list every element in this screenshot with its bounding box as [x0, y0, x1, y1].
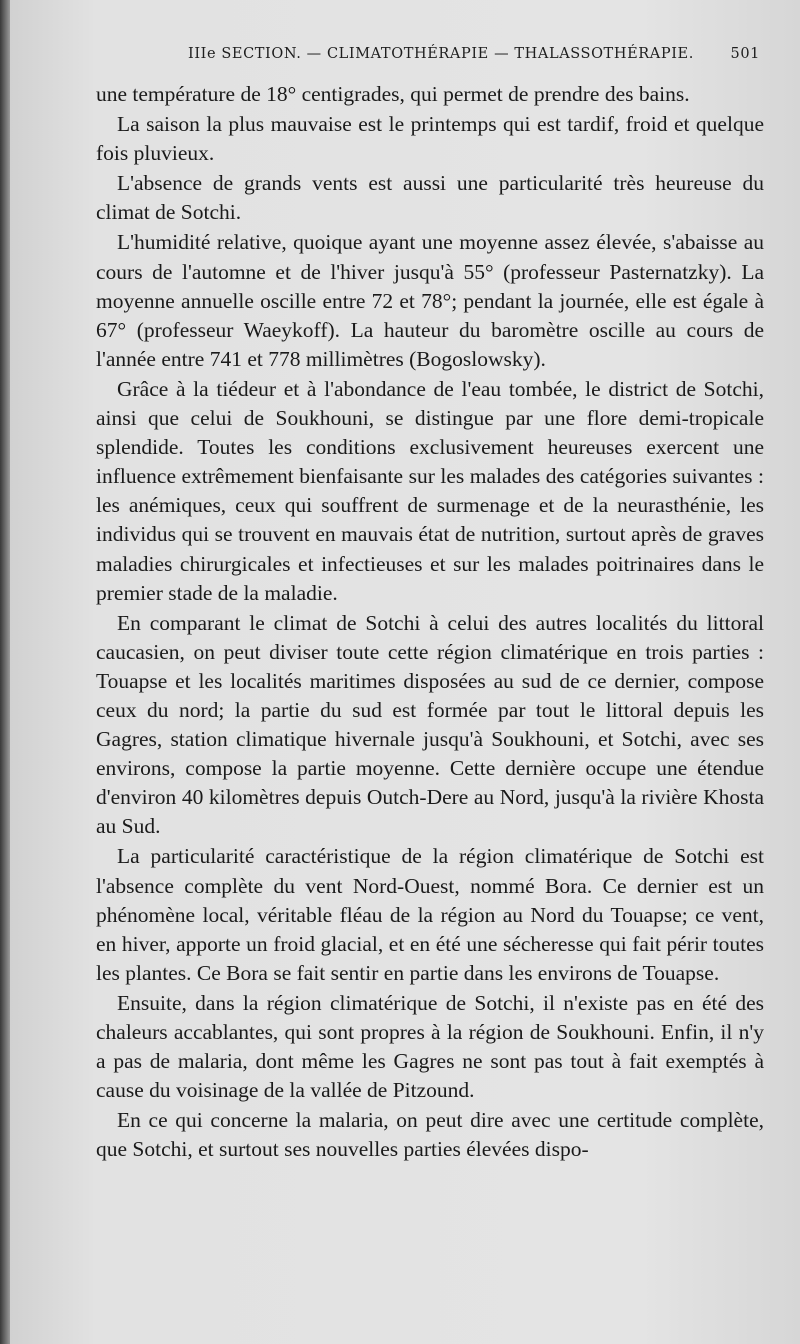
paragraph-1: une température de 18° centigrades, qui permet de prendre des bains. [96, 82, 690, 106]
paragraph-6: En comparant le climat de Sotchi à celui des autres localités du littoral caucasien, on peut diviser toute cette région climatérique en trois parties : Touapse et les localités maritimes disposées au sud de ce dernier, compose ceux du nord; la partie du sud est formée par tout le littoral depuis les Gagres, station climatique hivernale jusqu'à Soukhouni, et Sotchi, avec ses environs, compose la partie moyenne. Cette dernière occupe une étendue d'environ 40 kilomètres depuis Outch-Dere au Nord, jusqu'à la rivière Khosta au Sud. [96, 610, 764, 839]
paragraph-9: En ce qui concerne la malaria, on peut dire avec une certitude complète, que Sotchi, et surtout ses nouvelles parties élevées dispo- [96, 1108, 764, 1162]
paragraph-5: Grâce à la tiédeur et à l'abondance de l'eau tombée, le district de Sotchi, ainsi que celui de Soukhouni, se distingue par une flore demi-tropicale splendide. Toutes les conditions exclusivement heureuses exercent une influence extrêmement bienfaisante sur les malades des catégories suivantes : les anémiques, ceux qui souffrent de surmenage et de la neurasthénie, les individus qui se trouvent en mauvais état de nutrition, surtout après de graves maladies chirurgicales et infectieuses et sur les malades poitrinaires dans le premier stade de la maladie. [96, 376, 764, 605]
book-spine-shadow [0, 0, 10, 1344]
section-title: IIIe SECTION. — CLIMATOTHÉRAPIE — THALASSOTHÉRAPIE. [188, 46, 694, 62]
page-number: 501 [730, 46, 760, 62]
paragraph-2: La saison la plus mauvaise est le printemps qui est tardif, froid et quelque fois pluvieux. [96, 112, 764, 166]
paragraph-8: Ensuite, dans la région climatérique de Sotchi, il n'existe pas en été des chaleurs accablantes, qui sont propres à la région de Soukhouni. Enfin, il n'y a pas de malaria, dont même les Gagres ne sont pas tout à fait exemptés à cause du voisinage de la vallée de Pitzound. [96, 990, 764, 1103]
paragraph-3: L'absence de grands vents est aussi une particularité très heureuse du climat de Sotchi. [96, 171, 764, 225]
body-text [96, 80, 764, 1165]
paragraph-4: L'humidité relative, quoique ayant une moyenne assez élevée, s'abaisse au cours de l'automne et de l'hiver jusqu'à 55° (professeur Pasternatzky). La moyenne annuelle oscille entre 72 et 78°; pendant la journée, elle est égale à 67° (professeur Waeykoff). La hauteur du baromètre oscille au cours de l'année entre 741 et 778 millimètres (Bogoslowsky). [96, 230, 764, 371]
paragraph-7: La particularité caractéristique de la région climatérique de Sotchi est l'absence complète du vent Nord-Ouest, nommé Bora. Ce dernier est un phénomène local, véritable fléau de la région au Nord du Touapse; ce vent, en hiver, apporte un froid glacial, et en été une sécheresse qui fait périr toutes les plantes. Ce Bora se fait sentir en partie dans les environs de Touapse. [96, 844, 764, 985]
